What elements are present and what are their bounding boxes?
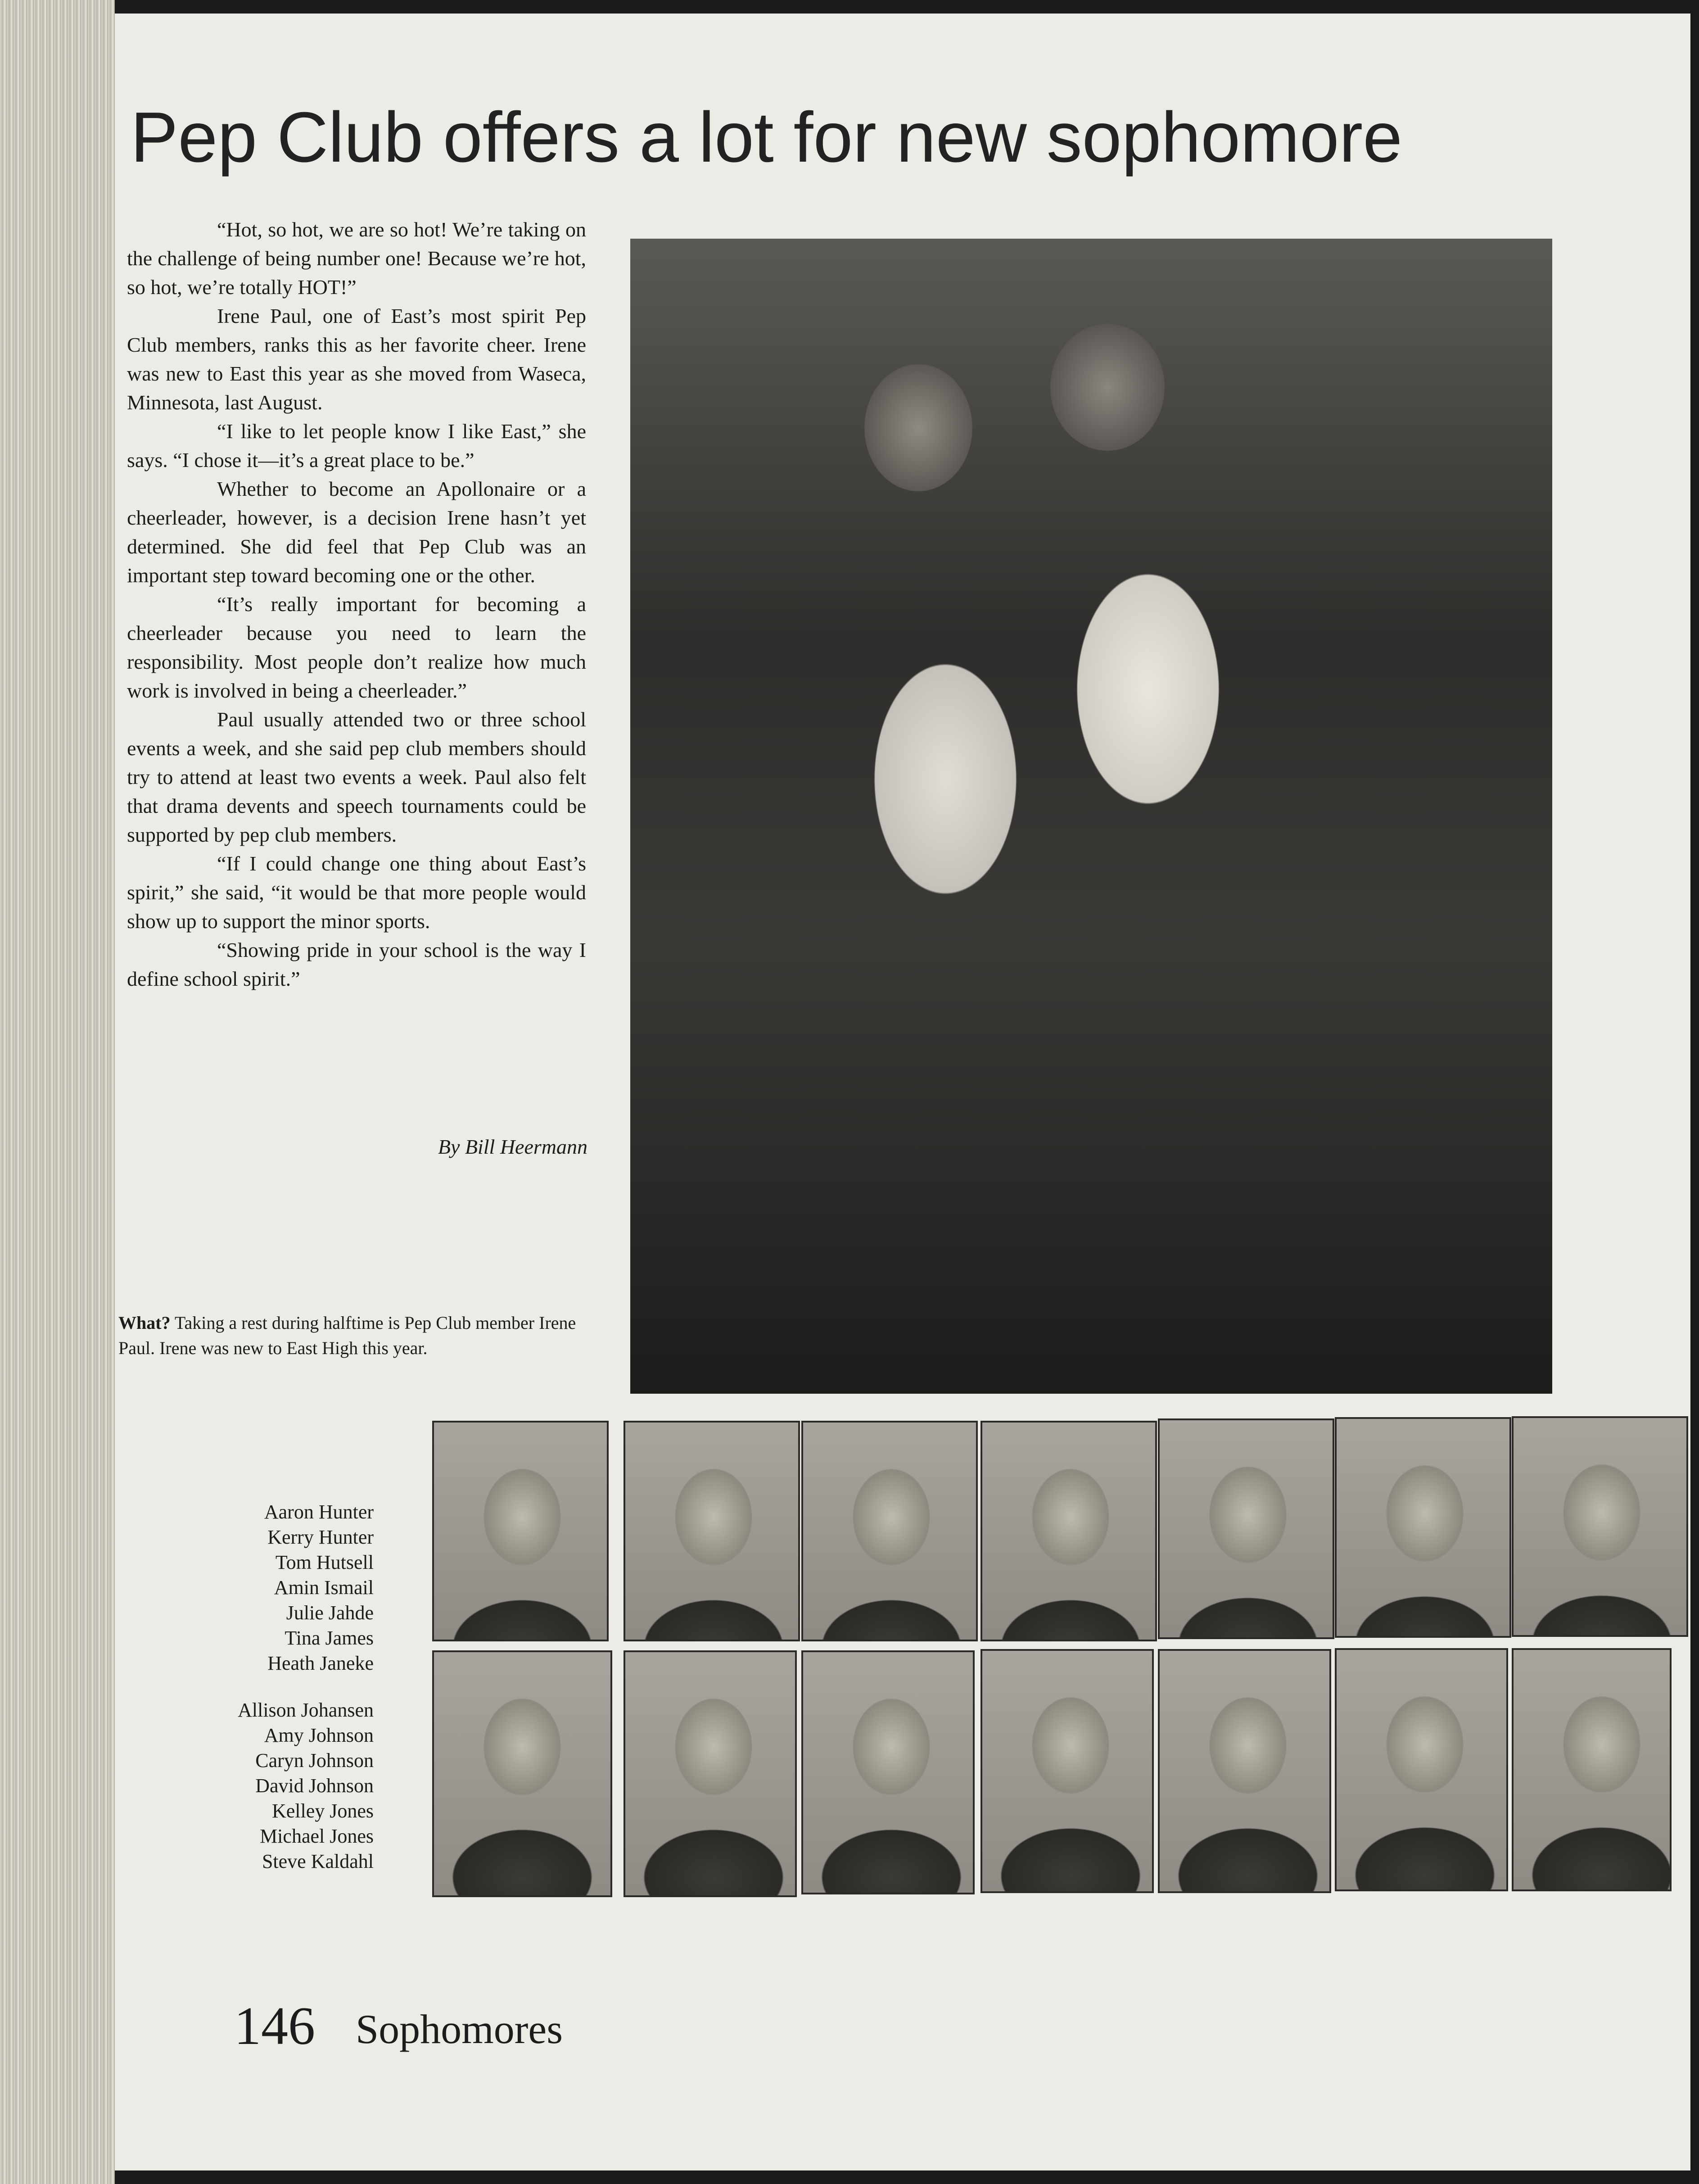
roster-name: Heath Janeke <box>267 1652 374 1674</box>
portrait-photo <box>801 1421 978 1641</box>
story-paragraph: “Hot, so hot, we are so hot! We’re taking on the challenge of being number one! Because we’re hot, so hot, we’re totally HOT!” <box>127 218 586 299</box>
roster-name: Amin Ismail <box>274 1577 374 1599</box>
story-body <box>127 215 586 993</box>
byline: By Bill Heermann <box>438 1135 587 1158</box>
page-number: 146 <box>234 1996 315 2056</box>
story-paragraph: Paul usually attended two or three school events a week, and she said pep club members should try to attend at least two events a week. Paul also felt that drama devents and speech tournaments could be supported by pep club members. <box>127 708 586 846</box>
portrait-photo <box>981 1421 1157 1641</box>
roster-name: Michael Jones <box>260 1825 374 1847</box>
roster-name: Kerry Hunter <box>267 1526 374 1548</box>
section-title: Sophomores <box>356 2006 563 2052</box>
portrait-photo <box>1512 1648 1672 1891</box>
roster-name: Kelley Jones <box>271 1800 374 1822</box>
portrait-photo <box>1512 1416 1688 1637</box>
story-paragraph: “Showing pride in your school is the way I define school spirit.” <box>127 938 586 990</box>
portrait-photo <box>801 1650 975 1894</box>
portrait-photo <box>1158 1418 1334 1639</box>
headline: Pep Club offers a lot for new sophomore <box>131 98 1403 177</box>
portrait-photo <box>624 1421 800 1641</box>
roster-name: Allison Johansen <box>238 1699 374 1721</box>
feature-photo <box>630 239 1552 1394</box>
story-paragraph: “I like to let people know I like East,” she says. “I chose it—it’s a great place to be.” <box>127 420 586 471</box>
roster-row-1 <box>171 1500 374 1676</box>
roster-name: Amy Johnson <box>264 1724 374 1746</box>
story-paragraph: Whether to become an Apollonaire or a cheerleader, however, is a decision Irene hasn’t yet determined. She did feel that Pep Club was an important step toward becoming one or the other. <box>127 477 586 587</box>
caption-text: Taking a rest during halftime is Pep Club member Irene Paul. Irene was new to East High this year. <box>118 1313 576 1358</box>
caption-lead: What? <box>118 1313 171 1333</box>
portrait-photo <box>1335 1648 1508 1891</box>
roster-name: Caryn Johnson <box>255 1749 374 1772</box>
photo-caption <box>118 1310 582 1361</box>
book-page-edges <box>0 0 115 2184</box>
roster-name: David Johnson <box>255 1775 374 1797</box>
roster-name: Tina James <box>285 1627 374 1649</box>
portrait-photo <box>432 1650 612 1897</box>
portrait-photo <box>1335 1417 1511 1638</box>
portrait-photo <box>624 1650 797 1897</box>
portrait-photo <box>981 1649 1154 1893</box>
roster-name: Julie Jahde <box>286 1602 374 1624</box>
portrait-photo <box>1158 1649 1331 1893</box>
story-paragraph: “It’s really important for becoming a cheerleader because you need to learn the responsibility. Most people don’t realize how much work is involved in being a cheerleader.” <box>127 593 586 702</box>
roster-name: Steve Kaldahl <box>262 1850 374 1872</box>
roster-name: Tom Hutsell <box>275 1551 374 1573</box>
roster-name: Aaron Hunter <box>264 1501 374 1523</box>
portrait-photo <box>432 1421 609 1641</box>
roster-row-2 <box>171 1698 374 1874</box>
story-paragraph: “If I could change one thing about East’s spirit,” she said, “it would be that more people would show up to support the minor sports. <box>127 852 586 933</box>
story-paragraph: Irene Paul, one of East’s most spirit Pep Club members, ranks this as her favorite cheer. Irene was new to East this year as she moved from Waseca, Minnesota, last August. <box>127 304 586 414</box>
